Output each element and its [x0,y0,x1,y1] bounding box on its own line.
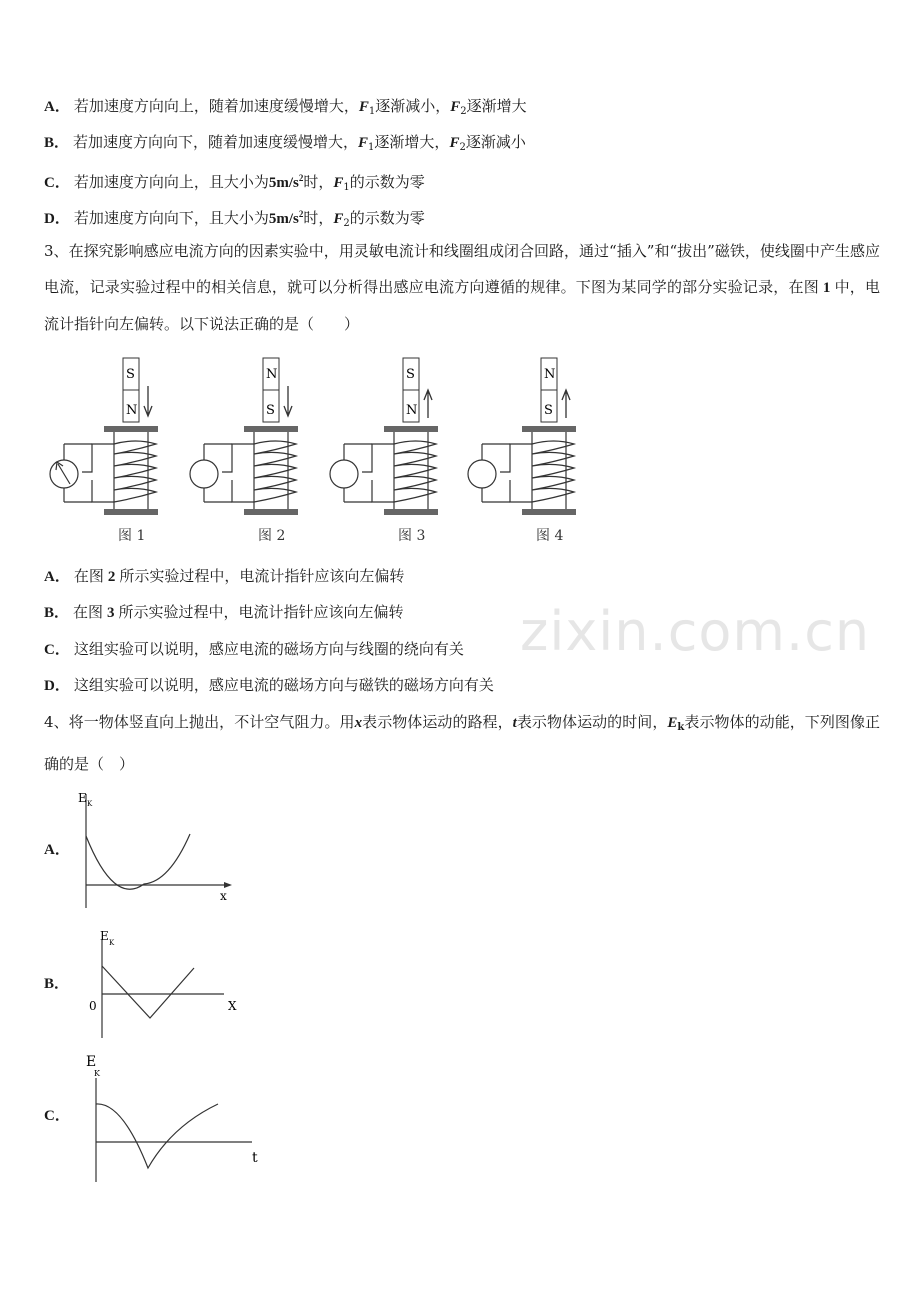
q2-option-a: A． 若加速度方向向上，随着加速度缓慢增大，$F_1$逐渐减小，$F_2$逐渐增大 [44,97,527,117]
magnet-top-pole: S [406,367,415,382]
q4-graph-b [84,926,244,1042]
magnet-bottom-pole: S [544,403,553,418]
q4-stem: 4、将一物体竖直向上抛出，不计空气阻力。用x表示物体运动的路程，t表示物体运动的时间，$E_k$表示物体的动能，下列图像正确的是（ ） [44,713,880,773]
q3-option-b: B． 在图 3 所示实验过程中，电流计指针应该向左偏转 [44,603,404,621]
figure-caption: 图 2 [258,528,286,544]
q4-graph-b-origin: 0 [89,999,97,1013]
q3-figures [40,352,600,548]
q4-graph-b-xlabel: X [228,999,237,1013]
magnet-bottom-pole: N [126,403,138,418]
watermark: zixin.com.cn [520,600,871,663]
q3-figure-1 [50,358,158,544]
motion-arrow [144,386,152,416]
q3-figure-3 [330,358,438,544]
q4-graph-a [74,786,244,912]
q4-option-a-label: A． [44,842,70,858]
q4-option-c-label: C． [44,1108,70,1124]
q4-graph-a-ylabel: E [78,791,87,805]
motion-arrow [562,390,570,418]
q3-option-a: A． 在图 2 所示实验过程中，电流计指针应该向左偏转 [44,567,405,585]
q4-option-b-label: B． [44,976,70,992]
q2-option-c: C． 若加速度方向向上，且大小为$5m/s^2$时，$F_1$的示数为零 [44,173,425,193]
q4-graph-c-ylabel: E [86,1054,97,1070]
q4-graph-b-ylabel: E [100,929,109,943]
magnet-bottom-pole: S [266,403,275,418]
q3-figure-2 [190,358,298,544]
q3-option-c: C． 这组实验可以说明，感应电流的磁场方向与线圈的绕向有关 [44,640,464,658]
q4-graph-c-xlabel: t [252,1150,258,1166]
q4-graph-c [82,1050,272,1186]
q3-option-d: D． 这组实验可以说明，感应电流的磁场方向与磁铁的磁场方向有关 [44,676,494,694]
q4-graph-c-ysub: K [94,1069,100,1078]
q2-option-d: D． 若加速度方向向下，且大小为$5m/s^2$时，$F_2$的示数为零 [44,209,425,229]
magnet-top-pole: N [544,367,556,382]
q3-stem: 3、在探究影响感应电流方向的因素实验中，用灵敏电流计和线圈组成闭合回路，通过“插入”和“拔出”磁铁，使线圈中产生感应电流，记录实验过程中的相关信息，就可以分析得出感应电流方向遵循的规律。下图为某同学的部分实验记录，在图 1 中，电流计指针向左偏转。以下说法正确的是（ ） [44,242,880,333]
q3-figure-4 [468,358,576,544]
motion-arrow [284,386,292,416]
figure-caption: 图 3 [398,528,426,544]
figure-caption: 图 4 [536,528,564,544]
magnet-bottom-pole: N [406,403,418,418]
q2-option-b: B． 若加速度方向向下，随着加速度缓慢增大，$F_1$逐渐增大，$F_2$逐渐减小 [44,133,526,153]
magnet-top-pole: S [126,367,135,382]
q4-graph-b-ysub: K [109,939,115,947]
motion-arrow [424,390,432,418]
magnet-top-pole: N [266,367,278,382]
figure-caption: 图 1 [118,528,146,544]
q4-graph-a-xlabel: x [220,889,227,903]
q4-graph-a-ysub: K [87,800,93,808]
